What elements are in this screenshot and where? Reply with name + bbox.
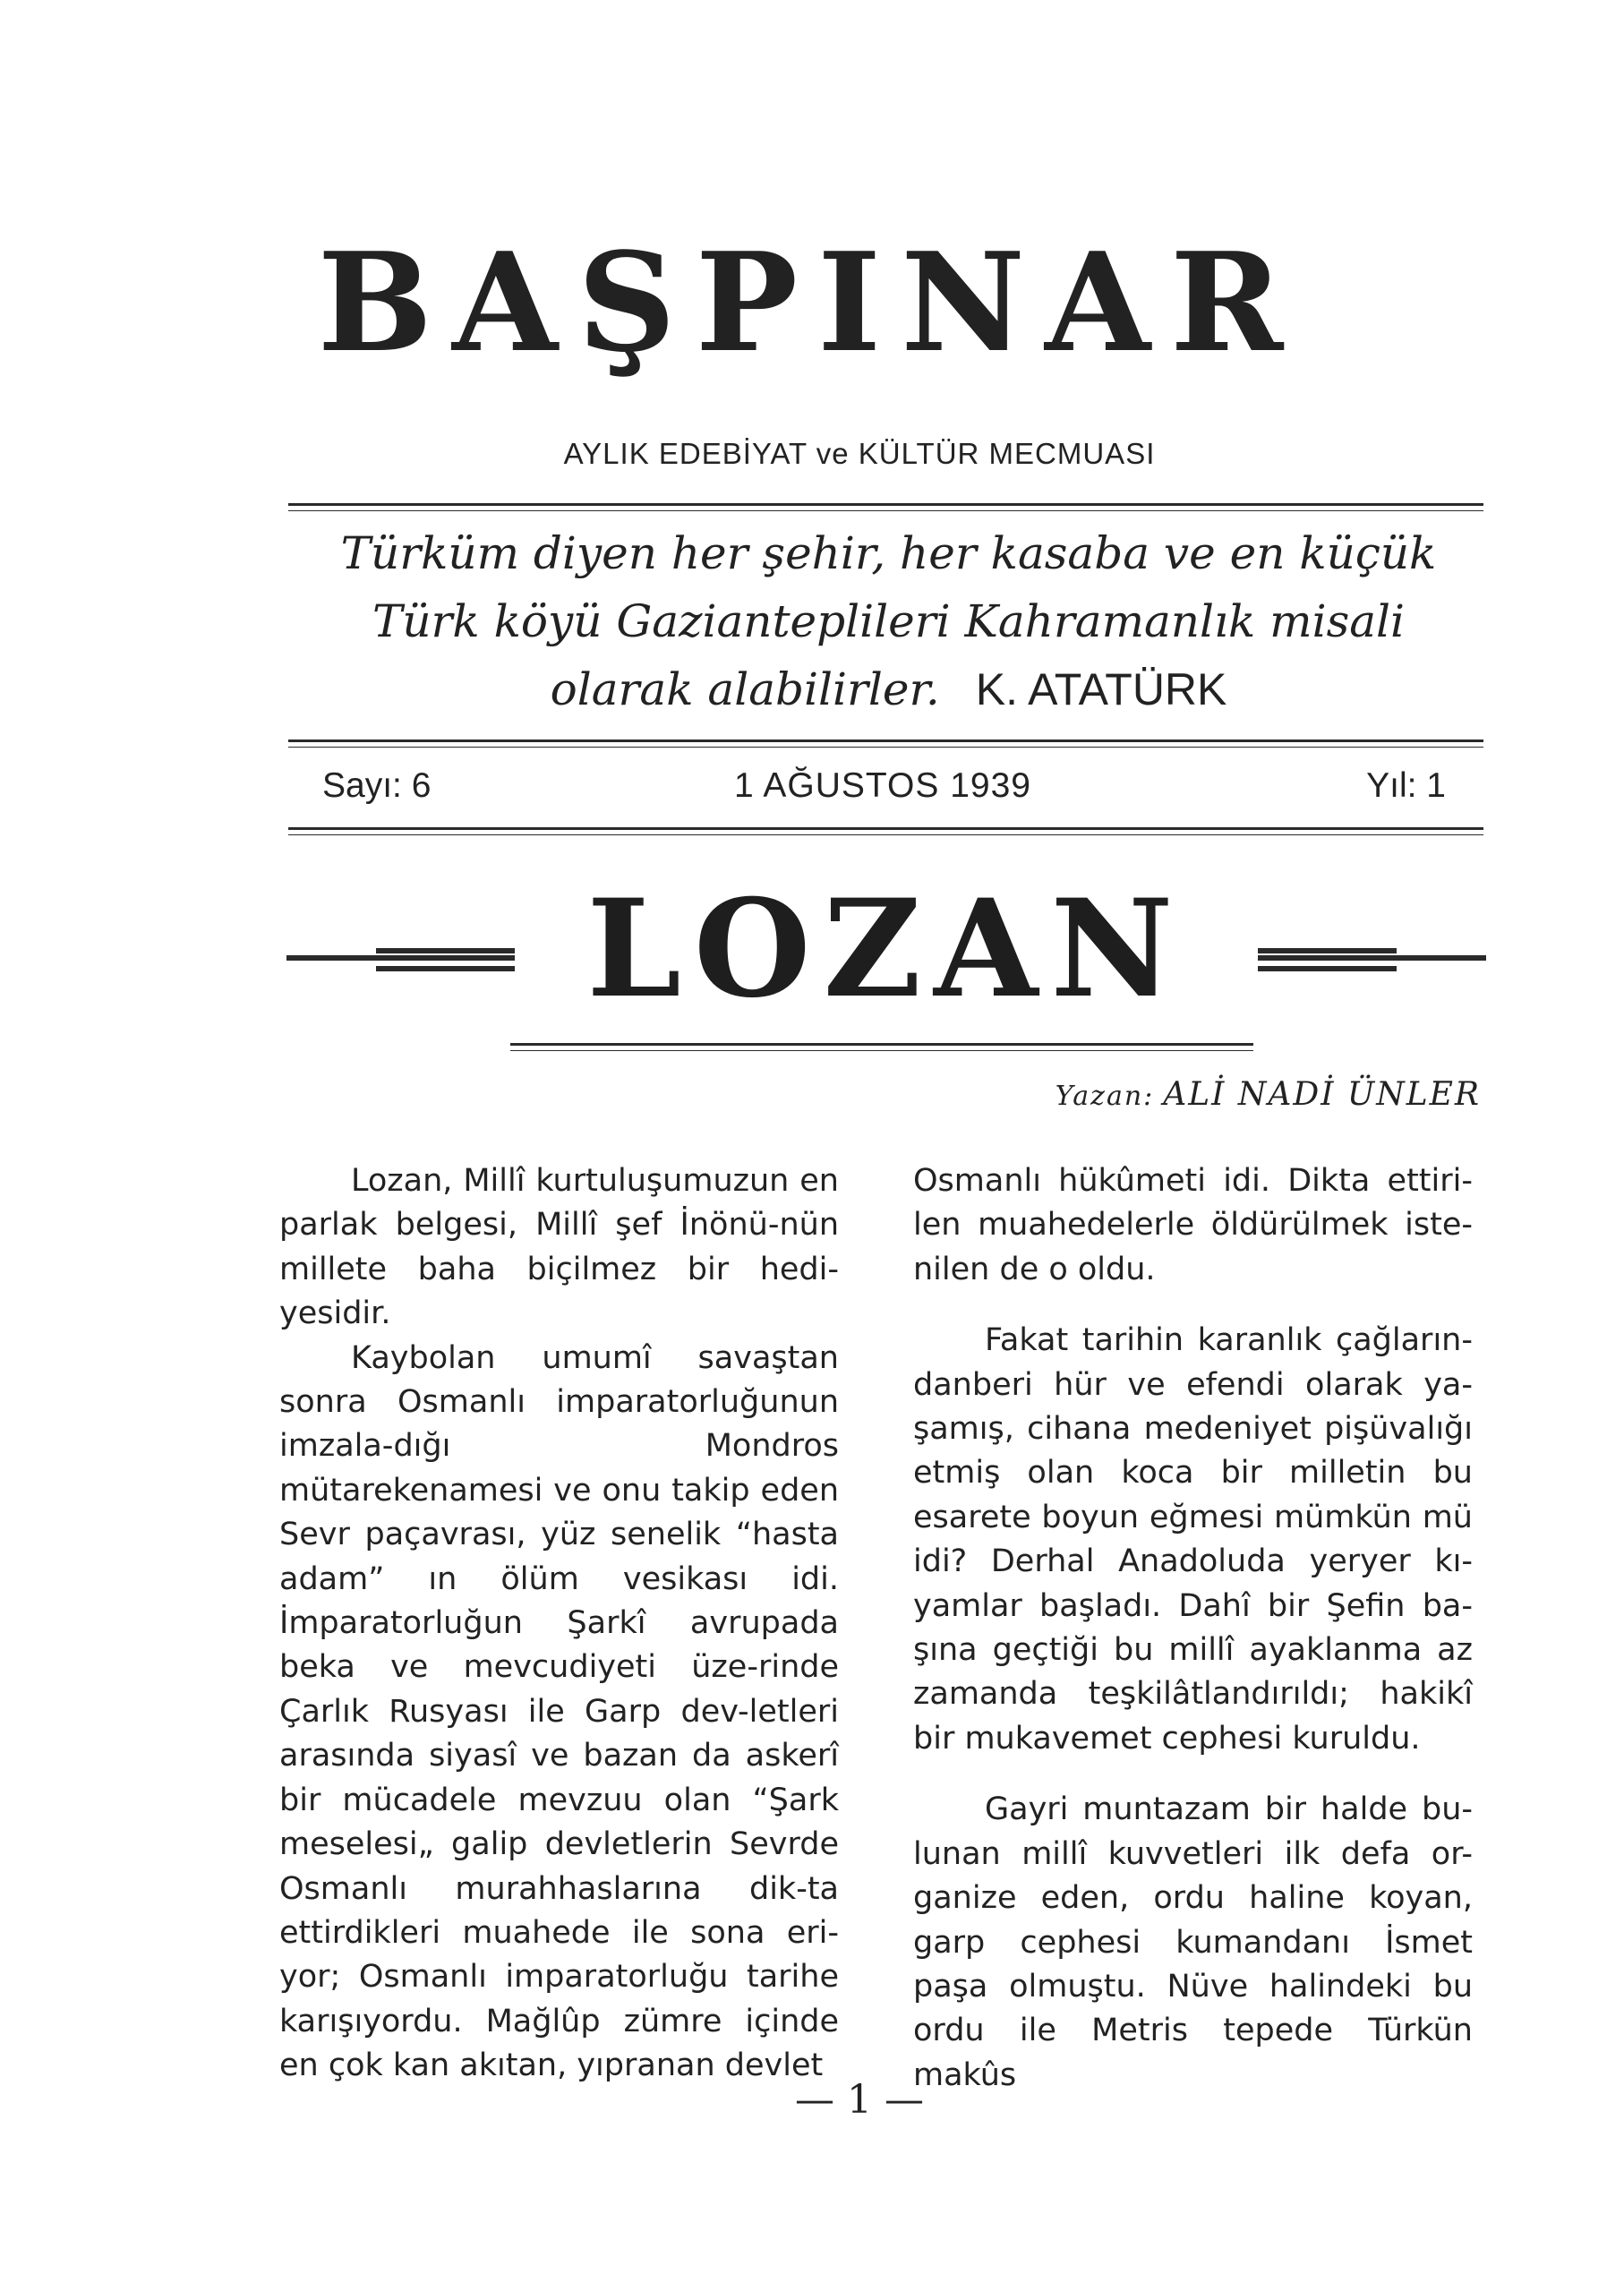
issue-info-bar xyxy=(322,766,1446,811)
article-paragraph: Fakat tarihin karanlık çağların-danberi hür ve efendi olarak ya-şamış, cihana medeniyet pişüvalığı etmiş olan koca bir milletin bu esarete boyun eğmesi mümkün mü idi? Derhal Anadoluda yeryer kı-yamlar başladı. Dahî bir Şefin ba-şına geçtiği bu millî ayaklanma az zamanda teşkilâtlandırıldı; hakikî bir mukavemet cephesi kuruldu. xyxy=(913,1322,1473,1757)
epigraph-author: K. ATATÜRK xyxy=(975,664,1227,714)
title-underline xyxy=(510,1043,1253,1046)
divider-rule xyxy=(288,747,1483,748)
page-number: — 1 — xyxy=(795,2077,924,2123)
divider-rule xyxy=(288,834,1483,835)
divider-rule xyxy=(288,827,1483,830)
divider-rule xyxy=(288,739,1483,742)
issue-year: Yıl: 1 xyxy=(1366,766,1446,805)
epigraph-line-text: olarak alabilirler. xyxy=(550,663,940,715)
article-paragraph: Lozan, Millî kurtuluşumuzun en parlak belgesi, Millî şef İnönü-nün millete baha biçilmez bir hedi-yesidir. xyxy=(279,1163,839,1332)
epigraph-line xyxy=(291,655,1486,723)
issue-date: 1 AĞUSTOS 1939 xyxy=(734,766,1031,805)
article-paragraph: Kaybolan umumî savaştan sonra Osmanlı imparatorluğunun imzala-dığı Mondros mütarekenamesi ve onu takip eden Sevr paçavrası, yüz senelik “hasta adam” ın ölüm vesikası idi. İmparatorluğun Şarkî avrupada beka ve mevcudiyeti üze-rinde Çarlık Rusyası ile Garp dev-letleri arasında siyasî ve bazan da askerî bir mücadele mevzuu olan “Şark meselesi„ galip devletlerin Sevrde Osmanlı murahhaslarına dik-ta ettirdikleri muahede ile sona eri-yor; Osmanlı imparatorluğu tarihe karışıyordu. Mağlûp zümre içinde en çok kan akıtan, yıpranan devlet xyxy=(279,1339,839,2084)
title-underline xyxy=(510,1050,1253,1051)
article-column-left xyxy=(279,1159,839,2089)
byline-author: ALİ NADİ ÜNLER xyxy=(1163,1076,1481,1113)
byline-label: Yazan: xyxy=(1055,1081,1155,1112)
issue-number: Sayı: 6 xyxy=(322,766,432,805)
decorative-bars-right xyxy=(1258,927,1486,980)
decorative-bars-left xyxy=(286,927,515,980)
epigraph-line: Türk köyü Gazianteplileri Kahramanlık misali xyxy=(372,595,1406,647)
article-column-right xyxy=(913,1159,1473,2098)
epigraph-line: Türküm diyen her şehir, her kasaba ve en küçük xyxy=(340,527,1437,579)
byline xyxy=(1056,1076,1481,1113)
article-paragraph: Osmanlı hükûmeti idi. Dikta ettiri-len muahedelerle öldürülmek iste-nilen de o oldu. xyxy=(913,1163,1473,1287)
article-heading xyxy=(286,870,1486,1028)
divider-rule xyxy=(288,503,1483,506)
masthead-title: BAŞPINAR xyxy=(317,222,1303,382)
masthead-subtitle: AYLIK EDEBİYAT ve KÜLTÜR MECMUASI xyxy=(563,437,1156,470)
epigraph xyxy=(291,519,1486,723)
article-title: LOZAN xyxy=(586,870,1186,1028)
divider-rule xyxy=(288,510,1483,511)
article-paragraph: Gayri muntazam bir halde bu-lunan millî kuvvetleri ilk defa or-ganize eden, ordu haline koyan, garp cephesi kumandanı İsmet paşa olmuştu. Nüve halindeki bu ordu ile Metris tepede Türkün makûs xyxy=(913,1791,1473,2093)
